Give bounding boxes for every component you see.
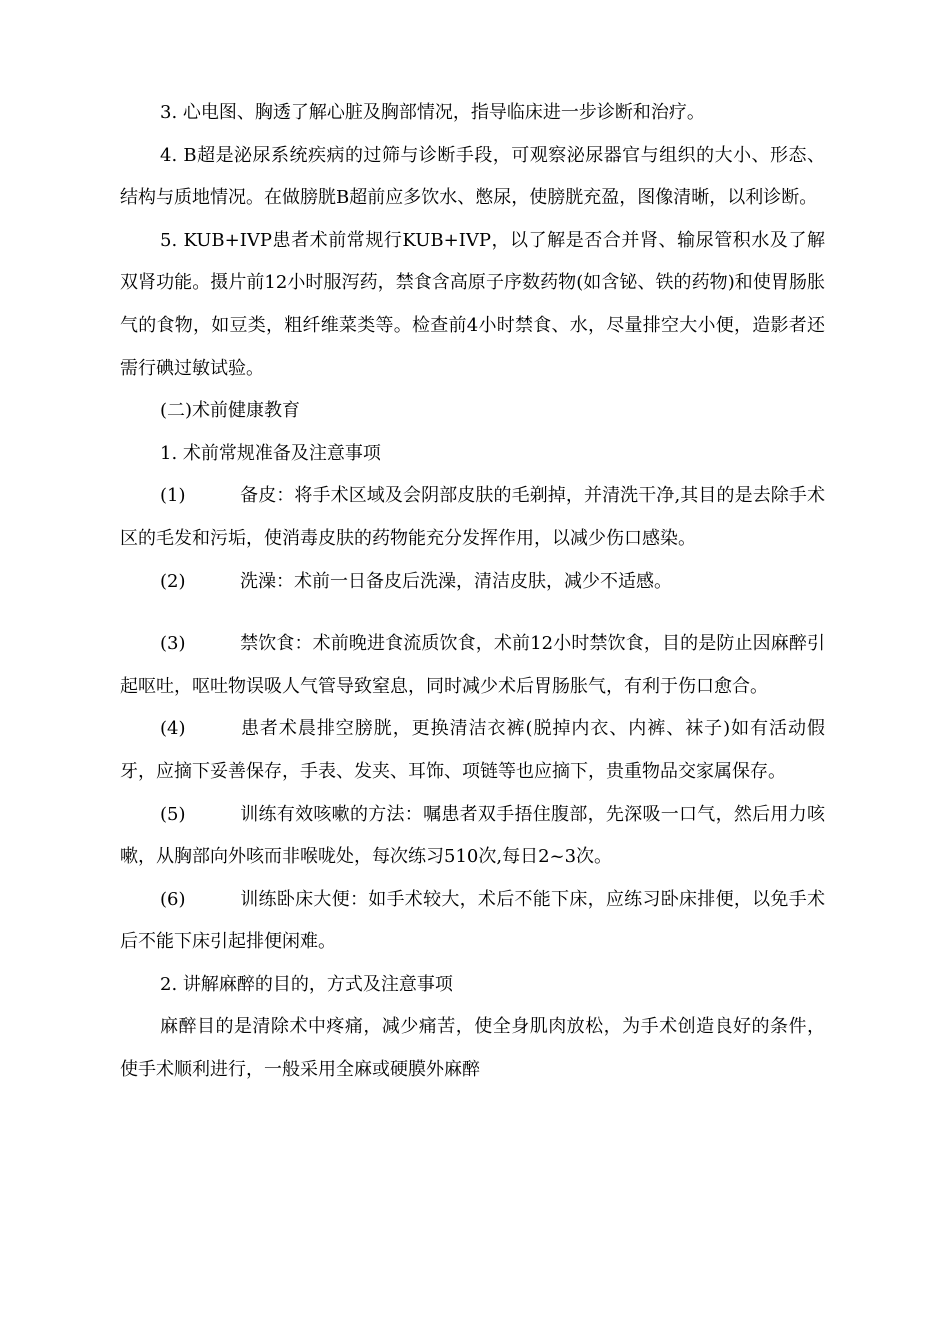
section-heading-health-education: (二)术前健康教育 (160, 400, 301, 422)
paragraph-ultrasound: 4. B超是泌尿系统疾病的过筛与诊断手段，可观察泌尿器官与组织的大小、形态、结构与质地情况。在做膀胱B超前应多饮水、憋尿，使膀胱充盈，图像清晰，以利诊断。 (120, 144, 825, 209)
subheading-routine-preparation: 1. 术前常规准备及注意事项 (160, 442, 381, 464)
list-item-text: 禁饮食：术前晚进食流质饮食，术前12小时禁饮食，目的是防止因麻醉引起呕吐，呕吐物误吸人气管导致窒息，同时减少术后胃肠胀气，有利于伤口愈合。 (120, 633, 825, 697)
list-item-text: 洗澡：术前一日备皮后洗澡，清洁皮肤，减少不适感。 (240, 570, 672, 592)
paragraph-ecg-xray: 3. 心电图、胸透了解心脏及胸部情况，指导临床进一步诊断和治疗。 (160, 102, 705, 123)
list-item-text: 患者术晨排空膀胱，更换清洁衣裤(脱掉内衣、内裤、袜子)如有活动假牙，应摘下妥善保存，手表、发夹、耳饰、项链等也应摘下，贵重物品交家属保存。 (120, 718, 825, 782)
document-body (120, 92, 825, 1092)
list-item (120, 475, 825, 560)
list-item (120, 623, 825, 708)
list-item (120, 561, 825, 604)
paragraph-anesthesia-purpose: 麻醉目的是清除术中疼痛，减少痛苦，使全身肌肉放松，为手术创造良好的条件，使手术顺利进行，一般采用全麻或硬膜外麻醉 (120, 1016, 825, 1081)
list-item-text: 备皮：将手术区域及会阴部皮肤的毛剃掉，并清洗干净,其目的是去除手术区的毛发和污垢，使消毒皮肤的药物能充分发挥作用，以减少伤口感染。 (120, 485, 825, 549)
list-item-text: 训练有效咳嗽的方法：嘱患者双手捂住腹部，先深吸一口气，然后用力咳嗽，从胸部向外咳而非喉咙处，每次练习510次,每日2~3次。 (120, 803, 825, 868)
paragraph-kub-ivp: 5. KUB+IVP患者术前常规行KUB+IVP，以了解是否合并肾、输尿管积水及了解双肾功能。摄片前12小时服泻药，禁食含高原子序数药物(如含铋、铁的药物)和使胃肠胀气的食物，如豆类，粗纤维菜类等。检查前4小时禁食、水，尽量排空大小便，造影者还需行碘过敏试验。 (120, 229, 825, 379)
list-item-number: (4) (160, 718, 186, 740)
list-item-text: 训练卧床大便：如手术较大，术后不能下床，应练习卧床排便，以免手术后不能下床引起排便闲难。 (120, 888, 825, 953)
list-item-number: (3) (160, 633, 186, 655)
list-item (120, 708, 825, 793)
list-item-number: (6) (160, 888, 186, 910)
list-item (120, 879, 825, 964)
list-item-number: (1) (160, 485, 186, 507)
subheading-anesthesia: 2. 讲解麻醉的目的，方式及注意事项 (160, 973, 453, 995)
list-item (120, 794, 825, 879)
list-item-number: (2) (160, 570, 186, 592)
list-item-number: (5) (160, 803, 186, 825)
